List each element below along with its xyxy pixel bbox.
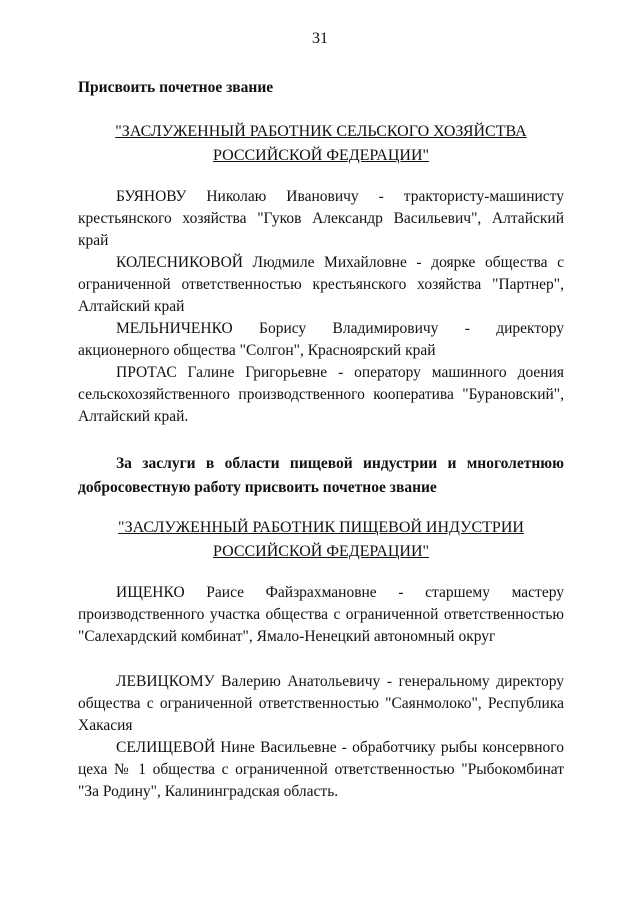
section1-entry-1: БУЯНОВУ Николаю Ивановичу - трактористу-машинисту крестьянского хозяйства "Гуков Александр Васильевич", Алтайский край [78, 188, 564, 249]
section1-title-line1: "ЗАСЛУЖЕННЫЙ РАБОТНИК СЕЛЬСКОГО ХОЗЯЙСТВА [115, 123, 527, 140]
section1-intro: Присвоить почетное звание [78, 79, 274, 96]
section2-intro: За заслуги в области пищевой индустрии и многолетнюю добросовестную работу присвоить почетное звание [78, 455, 564, 496]
section2-title-line2: РОССИЙСКОЙ ФЕДЕРАЦИИ" [212, 543, 430, 560]
section2-title-line1: "ЗАСЛУЖЕННЫЙ РАБОТНИК ПИЩЕВОЙ ИНДУСТРИИ [118, 519, 524, 536]
section2-entry-1: ИЩЕНКО Раисе Файзрахмановне - старшему мастеру производственного участка общества с ограниченной ответственностью "Салехардский комбинат", Ямало-Ненецкий автономный округ [78, 584, 564, 645]
section1-title [78, 120, 564, 168]
section1-title-line2: РОССИЙСКОЙ ФЕДЕРАЦИИ" [212, 147, 430, 164]
section2-entry-3: СЕЛИЩЕВОЙ Нине Васильевне - обработчику рыбы консервного цеха № 1 общества с ограниченной ответственностью "Рыбокомбинат "За Родину", Калининградская область. [78, 739, 564, 800]
page-number: 31 [312, 30, 328, 47]
section2-title [78, 516, 564, 564]
section1-entry-2: КОЛЕСНИКОВОЙ Людмиле Михайловне - доярке общества с ограниченной ответственностью крестьянского хозяйства "Партнер", Алтайский край [78, 254, 564, 315]
section2-entry-2: ЛЕВИЦКОМУ Валерию Анатольевичу - генеральному директору общества с ограниченной ответственностью "Саянмолоко", Республика Хакасия [78, 673, 564, 734]
section1-entry-4: ПРОТАС Галине Григорьевне - оператору машинного доения сельскохозяйственного производственного кооператива "Бурановский", Алтайский край. [78, 364, 564, 425]
section1-entry-3: МЕЛЬНИЧЕНКО Борису Владимировичу - директору акционерного общества "Солгон", Красноярский край [78, 320, 564, 359]
